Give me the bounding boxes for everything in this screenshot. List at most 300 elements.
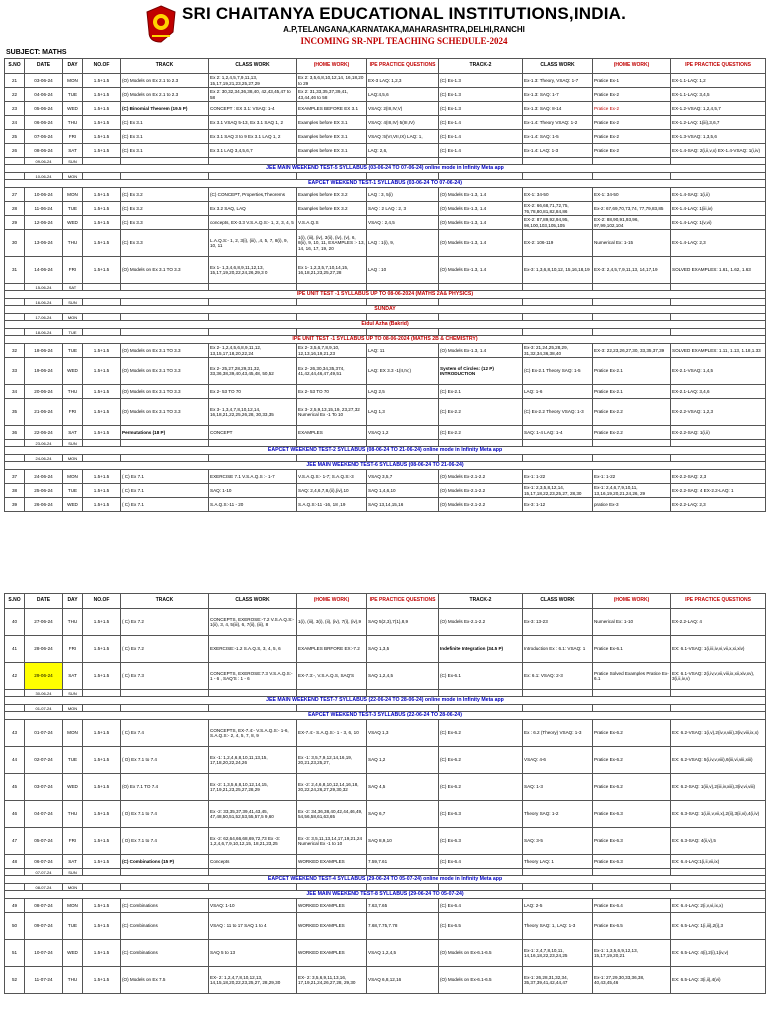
table-cell: (O) Models Ex-2.1-2.2 [439,498,523,512]
table-cell: SAQ 5(2,3),7(1),8,9 [367,609,439,636]
table-cell: 1.5+1.5 [83,385,121,399]
column-header: (HOME WORK) [297,59,367,74]
table-cell [367,690,439,697]
table-cell: EX-2.2-SAQ: 4 EX-2.2-LAQ: 1 [671,484,766,498]
table-cell: 1.5+1.5 [83,130,121,144]
test-banner: EAPCET WEEKEND TEST-1 SYLLABUS (03-06-24 TO 07-06-24) [5,180,766,188]
table-cell: SAQ 4,5 [367,774,439,801]
table-cell: Pratice Ex-6.4 [593,899,671,913]
table-cell: EX: 6.2-VSAQ: 1(i,v),2(iv,v,viii),3(iv,viii,ix,x) [671,720,766,747]
table-cell [209,314,297,321]
holiday-date-row [5,314,766,321]
table-cell [671,690,766,697]
table-cell [297,299,367,306]
table-cell: 1.5+1.5 [83,399,121,426]
table-cell [439,329,523,336]
table-cell [671,299,766,306]
table-cell: EX-1.1-LAQ: 1,2 [671,74,766,88]
table-cell [209,440,297,447]
table-cell: (O) Models Ex-2.1-2.2 [439,470,523,484]
table-cell: concepts, EX-3.3 V.S.A.Q.S:- 1, 2, 3, 4, 5 [209,216,297,230]
table-cell: Theory SAQ: 1, LAQ: 1-3 [523,913,593,940]
table-cell [121,455,209,462]
table-cell: Ex-3: 1-12 [523,498,593,512]
table-cell: 1.5+1.5 [83,855,121,869]
table-cell: SAQ 1,3,5 [367,636,439,663]
table-cell: 50 [5,913,25,940]
schedule-row [5,967,766,994]
column-header: CLASS WORK [209,594,297,609]
table-cell: Ex-2: 67,69,70,73,74, 77,79,83,85 [593,202,671,216]
table-cell: (O) Models Ex-1.3, 1.4 [439,188,523,202]
table-cell [121,884,209,891]
table-cell: (C) Combinations (15 P) [121,855,209,869]
table-cell: (C) Ex 3.1 [121,144,209,158]
table-cell: 24 [5,116,25,130]
table-cell: EX: 6.4-LAQ: 2(i,v,vi,ix,x) [671,899,766,913]
table-cell: Pratice Ex-6.5 [593,913,671,940]
test-banner: EAPCET WEEKEND TEST-2 SYLLABUS (08-06-24 TO 21-06-24) online mode in Infinity Meta app [5,447,766,455]
table-cell: Ex 3.1 SAQ 3 to 9 Ex 3.1 LAQ 1, 2 [209,130,297,144]
table-cell: SAQ: 1-3 [523,774,593,801]
table-cell: (C) Ex-6.2 [439,774,523,801]
table-cell: 31 [5,257,25,284]
table-cell: (O) Models Ex-1.3, 1.4 [439,344,523,358]
table-cell: ( O) Ex 7.1 to 7.4 [121,828,209,855]
schedule-row [5,144,766,158]
table-cell: THU [63,385,83,399]
table-cell: MON [63,188,83,202]
table-cell: VSAQ 3,5,7 [367,470,439,484]
table-cell [367,329,439,336]
table-cell [121,299,209,306]
table-cell: S.A.Q.S:-11 -16, 18 ,19 [297,498,367,512]
table-cell: VSAQ: 4(III,IV) 5(III,IV) [367,116,439,130]
table-cell [5,440,25,447]
table-cell: (O) Models Ex-1.3, 1.4 [439,216,523,230]
table-cell: 1.5+1.5 [83,940,121,967]
table-cell: Ex -1: 1,2,4,6,8,10,11,13,15, 17,18,20,22,24,26 [209,747,297,774]
table-cell [209,455,297,462]
table-cell: LAQ 1,3 [367,399,439,426]
table-cell: Ex-1: 26,28,31,32,34, 35,37,39,41,42,44,47 [523,967,593,994]
table-cell: Ex 2- 26,30,34,35,374, 41,42,44,46,47,49,51 [297,358,367,385]
table-cell: Pratice Ex-2.2 [593,426,671,440]
table-cell: 35 [5,399,25,426]
table-cell: VSAQ 6,8,12,16 [367,967,439,994]
table-cell: Pratice Ex-2.1 [593,358,671,385]
table-cell: (O) Models Ex-1.3, 1.4 [439,230,523,257]
schedule-row [5,399,766,426]
table-cell: 23 [5,102,25,116]
table-cell: EXERCISE 7.1 V.S.A.Q.S :- 1-7 [209,470,297,484]
table-cell: 47 [5,828,25,855]
table-cell: EX: 6.5-LAQ: 1(i,iii),2(i),3 [671,913,766,940]
table-cell: Ex -2: 2,4,6,8,10,12,14,16,18, 20,22,24,26,27,29,30,32 [297,774,367,801]
test-banner-row [5,180,766,188]
table-cell: CONCEPT : EX 3.1: VSAQ: 1-4 [209,102,297,116]
table-cell: EX-1.4-LAQ: 1(iii,iv) [671,202,766,216]
table-cell: S.A.Q.S:-11 - 20 [209,498,297,512]
table-cell: SUN [63,690,83,697]
table-cell: (O) Ex 7.1 TO 7.4 [121,774,209,801]
table-cell: EX-1: 34-50 [523,188,593,202]
table-cell: Theory SAQ: 1-2 [523,801,593,828]
table-cell: 45 [5,774,25,801]
table-cell [523,329,593,336]
table-cell: TUE [63,88,83,102]
table-cell: VSAQ : 11 to 17 SAQ 1 to 4 [209,913,297,940]
table-cell: 38 [5,484,25,498]
table-cell: THU [63,116,83,130]
test-banner: JEE MAIN WEEKEND TEST-5 SYLLABUS (03-06-24 TO 07-06-24) online mode in Infinity Meta app [5,165,766,173]
table-cell: EX: 6.5-LAQ: 3(i,ii),4(vi) [671,967,766,994]
table-cell [5,690,25,697]
test-banner-row [5,336,766,344]
table-cell: THU [63,801,83,828]
table-cell: ( O) Ex 7.1 to 7.4 [121,747,209,774]
table-cell: 1.5+1.5 [83,747,121,774]
table-cell: 1.5+1.5 [83,344,121,358]
table-cell: LAQ : 3, 5(i) [367,188,439,202]
table-cell: EX-2.2-LAQ: 2,3 [671,498,766,512]
column-header: DAY [63,594,83,609]
table-cell: Pratice Ex-6.3 [593,801,671,828]
test-banner-row [5,321,766,329]
table-cell [593,314,671,321]
holiday-date-row [5,705,766,712]
table-cell: MON [63,899,83,913]
table-cell: MON [63,720,83,747]
table-cell: SAT [63,855,83,869]
table-cell [297,705,367,712]
table-cell [367,299,439,306]
table-cell: CONCEPTS, EXEROSE:-7.2 V.S.A.Q.S:- 1(ii), 3, 4, 5(iii), 6, 7(ii), (iii), 8 [209,609,297,636]
table-cell: 18-06-24 [25,344,63,358]
table-cell: (C) Combinations [121,913,209,940]
table-cell: 1.5+1.5 [83,216,121,230]
table-cell: 01-07-24 [25,720,63,747]
table-cell: Ex 2- 3,5,6,7,8,9,10, 12,13,16,19,21,23 [297,344,367,358]
test-banner: JEE MAIN WEEKEND TEST-7 SYLLABUS (22-06-24 TO 28-06-24) online mode in Infinity Meta app [5,697,766,705]
table-cell: Pratice Ex-1 [593,74,671,88]
table-cell [523,158,593,165]
test-banner: IPE UNIT TEST -1 SYLLABUS UP TO 08-06-2024 (MATHS 2A& PHYSICS) [5,291,766,299]
table-cell: (C) Ex-6.1 [439,663,523,690]
table-cell: Ex 3- 2,5,9,13,15,19, 23,27,32 Numerical Ex -1 To 10 [297,399,367,426]
table-cell: 06-07-24 [25,855,63,869]
table-cell [439,455,523,462]
table-cell: VSAQ 1,2 [367,426,439,440]
table-cell: Ex-1.3: SAQ: 1-7 [523,88,593,102]
table-cell [439,299,523,306]
test-banner-row [5,876,766,884]
table-cell: ( C) Ex 7.2 [121,609,209,636]
test-banner-row [5,712,766,720]
table-cell: (C) Ex 3.2 [121,188,209,202]
table-cell: 08-07-24 [25,899,63,913]
table-cell: Examples before EX 3.2 [297,188,367,202]
table-cell: WED [63,358,83,385]
table-cell: Ex 2- 1,2,4,5,6,8,9,11,12, 13,15,17,18,20,22,24 [209,344,297,358]
table-cell: Ex-1.4: LAQ: 1-3 [523,144,593,158]
table-cell: Ex-1: 1-22 [593,470,671,484]
table-cell [593,329,671,336]
table-cell: ( O) Ex 7.1 to 7.4 [121,801,209,828]
schedule-row [5,188,766,202]
table-cell [297,314,367,321]
schedule-row [5,801,766,828]
table-cell: 42 [5,663,25,690]
table-cell [83,690,121,697]
table-cell: (O) Models on Ex 3.1 TO 3.3 [121,399,209,426]
table-cell [5,705,25,712]
table-cell: EX-1.4-SAQ: 2(i,ii,v,x) EX-1.4-VSAQ: 1(i,iv) [671,144,766,158]
schedule-table-2 [4,593,766,994]
subject-label: SUBJECT: MATHS [6,49,67,56]
table-cell: Ex -1: 3,5,7,9,12,14,16,19, 20,21,23,25,27, [297,747,367,774]
table-cell: SAQ 13,14,15,16 [367,498,439,512]
table-cell [523,455,593,462]
schedule-row [5,216,766,230]
table-cell: TUE [63,329,83,336]
table-cell: EX-7.3:-, V.S.A.Q.S, SAQ'S [297,663,367,690]
table-cell: VSAQ: 2(III,IV,V) [367,102,439,116]
column-header: TRACK-2 [439,594,523,609]
table-cell: VSAQ 1,2,4,5 [367,940,439,967]
column-header: NO.OF [83,59,121,74]
column-header: CLASS WORK [523,594,593,609]
table-cell: (C) Ex 3.1 [121,130,209,144]
table-cell: EX: 6.4-LAQ:1(i,ii,vii,ix) [671,855,766,869]
test-banner-row [5,291,766,299]
table-cell: Ex : 6.2 (Theory) VSAQ: 1-3 [523,720,593,747]
table-cell: SAQ 5 to 13 [209,940,297,967]
table-cell: SAT [63,426,83,440]
holiday-date-row [5,299,766,306]
table-cell: EX-2: 87,89,92,94,95, 98,100,103,105,105 [523,216,593,230]
test-banner-row [5,697,766,705]
table-cell: 1(i), (iii), 3(i), (ii), (iv), 7(i), (iv),9 [297,609,367,636]
table-cell: SAQ: 1-10 [209,484,297,498]
table-cell: EX-3: 22,23,26,27,30, 33,35,37,39 [593,344,671,358]
table-cell: 06-06-24 [25,116,63,130]
schedule-row [5,940,766,967]
table-cell [671,314,766,321]
table-cell: EX-3: 2,4,5,7,9,11,13, 14,17,19 [593,257,671,284]
table-cell: Ex 2: 3,5,6,8,10,12,14, 16,18,20 to 29 [297,74,367,88]
table-cell [297,284,367,291]
table-cell [83,869,121,876]
table-cell: THU [63,609,83,636]
table-cell: SOLVED EXAMPLES: 1.61, 1.62, 1.63 [671,257,766,284]
table-cell: 11-06-24 [25,202,63,216]
table-cell: SAQ 6,7 [367,801,439,828]
schedule-row [5,385,766,399]
table-cell: 1(i), (iii), (iv), 3(ii), (iv), (v), 6, 8(ii), 9, 10, 11, EXAMPLES :- 13, 14, 16, 17, 19, 20 [297,230,367,257]
table-cell: EX: 6.2-VSAQ: 5(i,iv,v,viii),6(iii,vi,viii,xiii) [671,747,766,774]
table-cell: SUN [63,440,83,447]
table-cell: 18-06-24 [25,329,63,336]
table-cell: LAQ: 2,6, [367,144,439,158]
schedule-row [5,116,766,130]
institution-states: A.P,TELANGANA,KARNATAKA,MAHARASHTRA,DELHI,RANCHI [283,25,525,34]
table-cell: EX: 6.2-SAQ: 1(iii,v),2(iii,iv,xiii),3(iv,vi,viii) [671,774,766,801]
table-cell: 1.5+1.5 [83,828,121,855]
table-cell: VSAQ :5(VI,VII,IX) LAQ: 1, [367,130,439,144]
table-cell: 27-06-24 [25,609,63,636]
table-cell: Ex-1: 1,3,5,6,9,12,13, 15,17,19,20,21 [593,940,671,967]
table-cell [121,869,209,876]
table-cell: EXAMPLES BEFORE EX 3.1 [297,102,367,116]
table-cell: (O) Models on Ex-6.1-6.5 [439,940,523,967]
table-cell: (O) Models Ex-1.3, 1.4 [439,257,523,284]
test-banner: Eidul Azha (Bakrid) [5,321,766,329]
schedule-row [5,102,766,116]
column-header: (HOME WORK) [297,594,367,609]
column-header: TRACK [121,594,209,609]
table-cell: MON [63,470,83,484]
table-cell: EX-2.2-SAQ: 1(i,ii) [671,426,766,440]
table-cell: 04-06-24 [25,88,63,102]
table-cell [367,455,439,462]
table-cell: Pratice Ex-6.2 [593,747,671,774]
table-cell: WORKED EXAMPLES [297,899,367,913]
table-cell: ( C) Ex 7.1 [121,470,209,484]
table-cell: CONCEPTS, EX-7.4:- V.S.A.Q.S:- 1-6, S.A.Q.S:- 2, 4, 5, 7, 8, 9 [209,720,297,747]
schedule-row [5,609,766,636]
table-cell: (C) Ex-1.3 [439,88,523,102]
table-cell: WORKED EXAMPLES [297,940,367,967]
table-cell: (C) Combinations [121,940,209,967]
table-cell: LAQ:4,5,6 [367,88,439,102]
table-cell: EX-1.2-LAQ: 1(iii),3,6,7 [671,116,766,130]
table-cell [297,884,367,891]
table-cell: 1.5+1.5 [83,470,121,484]
table-cell [671,455,766,462]
table-cell: 44 [5,747,25,774]
table-cell [671,284,766,291]
table-cell: (C) Ex-6.2 [439,747,523,774]
table-cell [209,884,297,891]
table-cell: Examples before EX 3.1 [297,130,367,144]
table-cell [83,705,121,712]
table-cell: FRI [63,828,83,855]
table-cell [439,690,523,697]
table-cell: 28-06-24 [25,636,63,663]
table-cell: 26 [5,144,25,158]
schedule-row [5,498,766,512]
table-cell: 1.5+1.5 [83,801,121,828]
table-cell [121,690,209,697]
table-cell: 32 [5,344,25,358]
table-cell: LAQ : 10 [367,257,439,284]
table-cell: 10-07-24 [25,940,63,967]
table-cell: EX-3 LAQ: 1,2,3 [367,74,439,88]
table-cell: 22-06-24 [25,426,63,440]
table-cell: Ex 2: 31,33,35,37,39,41, 43,44,46 to 58 [297,88,367,102]
schedule-row [5,88,766,102]
table-cell: SAQ 8,9,10 [367,828,439,855]
table-cell: (O) Models on Ex-6.1-6.5 [439,967,523,994]
table-cell: 36 [5,426,25,440]
table-cell: V.S.A.Q.S:- 1-7; S.A.Q.S:-3 [297,470,367,484]
table-cell: (C) Ex 3.2 [121,202,209,216]
table-cell [5,173,25,180]
table-cell [671,705,766,712]
table-cell [523,284,593,291]
table-cell: V.S.A.Q.S [297,216,367,230]
table-cell: 1.5+1.5 [83,358,121,385]
table-cell: Pratice Ex-2 [593,130,671,144]
table-cell: (C) Ex-1.4 [439,130,523,144]
table-cell: Pratice Ex-2 [593,144,671,158]
table-cell: 1.5+1.5 [83,188,121,202]
table-cell: 10-06-24 [25,188,63,202]
table-cell: 1.5+1.5 [83,88,121,102]
schedule-table-1 [4,58,766,512]
table-cell: 7.68,7.75,7.78 [367,913,439,940]
table-cell: 1.5+1.5 [83,899,121,913]
table-cell: EX-1.4-SAQ: 1(i,ii) [671,188,766,202]
table-cell: Examples before EX 3.1 [297,144,367,158]
schedule-row [5,202,766,216]
table-cell: CONCEPT [209,426,297,440]
table-cell [297,173,367,180]
table-cell: WED [63,774,83,801]
table-cell: EXAMPLES BRFORE EX:-7.2 [297,636,367,663]
table-cell: LAQ: 11 [367,344,439,358]
table-cell: Ex-1: 2,4,6,7,9,10,11, 13,16,19,20,21,24,26, 29 [593,484,671,498]
table-cell: Pratice Ex-6.3 [593,828,671,855]
table-cell [121,314,209,321]
table-cell: CONCEPTS, EXEROSE:7.3 V.S.A.Q.S:- 1 - 6 , SAQ'S : 1 - 6 [209,663,297,690]
table-cell: 52 [5,967,25,994]
table-cell: 03-07-24 [25,774,63,801]
table-cell: 1.5+1.5 [83,74,121,88]
schedule-row [5,828,766,855]
table-cell: 1.5+1.5 [83,230,121,257]
table-cell: WORKED EXAMPLES [297,913,367,940]
table-cell: 21-06-24 [25,399,63,426]
table-cell [5,314,25,321]
holiday-date-row [5,455,766,462]
table-cell: Ex-1: 27,29,30,33,36,38, 40,43,45,46 [593,967,671,994]
table-cell: EX: 6.1-VSAQ: 2(i,iv,v,vii,viii,ix,xii,xiv,xv), 3(i,ii,iv,v) [671,663,766,690]
test-banner-row [5,165,766,173]
table-cell: 11-07-24 [25,967,63,994]
table-cell: ( C) Ex 7.2 [121,636,209,663]
table-cell: FRI [63,399,83,426]
table-cell: Ex-1.3: SAQ: 8-14 [523,102,593,116]
table-cell: 08-07-24 [25,884,63,891]
table-cell [439,440,523,447]
test-banner: SUNDAY [5,306,766,314]
table-cell: Ex-3: 1,3,6,8,10,12, 15,16,18,19 [523,257,593,284]
table-cell: 05-07-24 [25,828,63,855]
test-banner-row [5,891,766,899]
table-cell: 1.5+1.5 [83,116,121,130]
table-cell [671,440,766,447]
table-cell: 7.59,7.61 [367,855,439,869]
table-cell [523,690,593,697]
table-cell: (O) Models Ex-1.3, 1.4 [439,202,523,216]
table-cell [593,299,671,306]
table-cell: Ex 3.1 LAQ 3,4,5,6,7 [209,144,297,158]
holiday-date-row [5,440,766,447]
holiday-date-row [5,869,766,876]
column-header: TRACK-2 [439,59,523,74]
